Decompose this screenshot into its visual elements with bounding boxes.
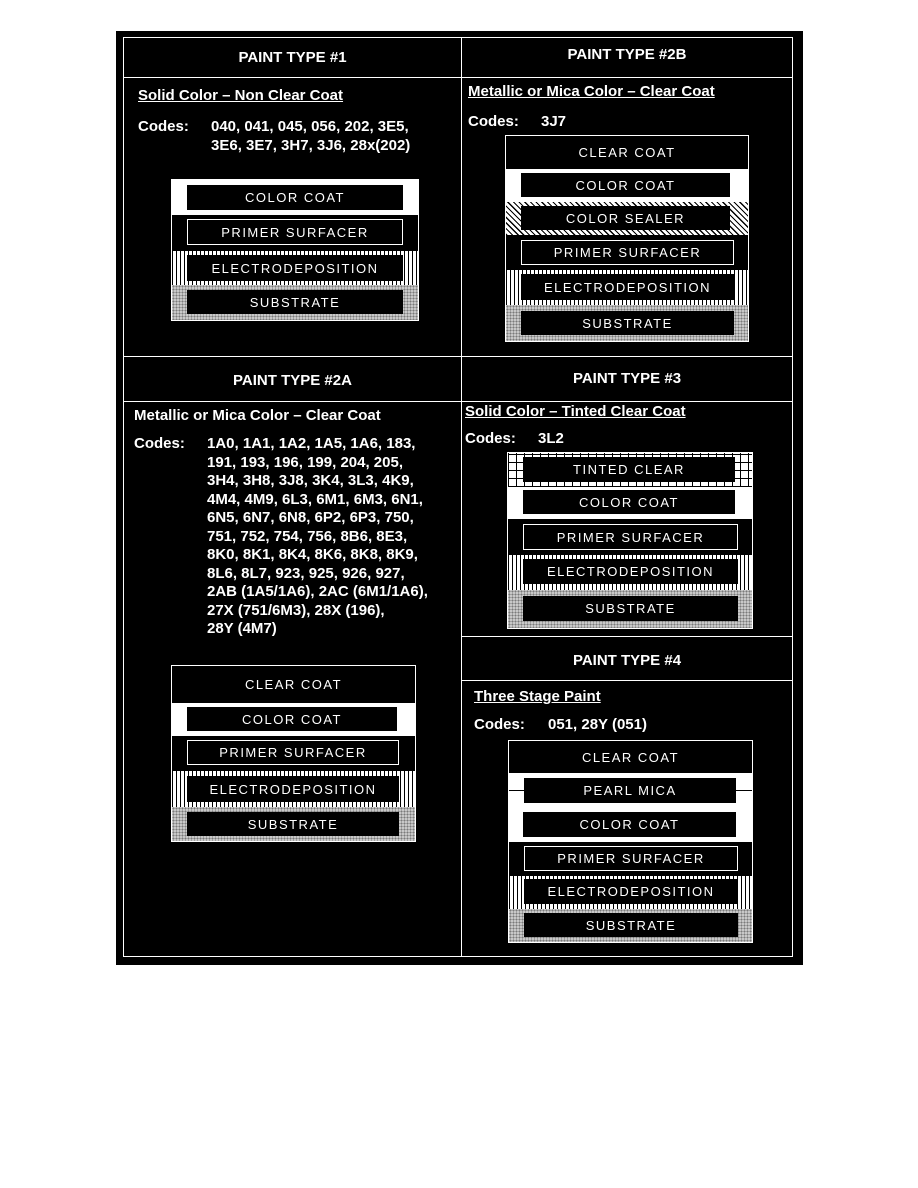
paint-type-3-codes: 3L2 — [538, 430, 564, 447]
layer-color-coat: COLOR COAT — [521, 173, 730, 197]
header-divider-lower — [461, 680, 793, 681]
layer-electrodeposition: ELECTRODEPOSITION — [524, 879, 738, 904]
layer-primer-surfacer: PRIMER SURFACER — [523, 524, 738, 550]
paint-type-1-subtitle: Solid Color – Non Clear Coat — [138, 87, 344, 104]
paint-type-3-layer-diagram — [507, 452, 753, 629]
paint-type-2b-subtitle: Metallic or Mica Color – Clear Coat — [468, 83, 715, 100]
layer-color-sealer: COLOR SEALER — [521, 206, 730, 230]
paint-type-1-layer-diagram — [171, 179, 419, 321]
paint-type-3-title: PAINT TYPE #3 — [572, 370, 682, 387]
paint-type-2a-codes-label: Codes: — [134, 435, 185, 452]
layer-primer-surfacer: PRIMER SURFACER — [521, 240, 734, 265]
paint-type-2a-layer-diagram — [171, 665, 416, 842]
layer-color-coat: COLOR COAT — [187, 707, 397, 731]
layer-primer-surfacer: PRIMER SURFACER — [187, 740, 399, 765]
paint-type-4-codes: 051, 28Y (051) — [548, 716, 647, 733]
paint-type-3-subtitle: Solid Color – Tinted Clear Coat — [465, 403, 686, 420]
layer-color-coat: COLOR COAT — [523, 490, 735, 514]
layer-substrate: SUBSTRATE — [523, 596, 738, 621]
paint-type-1-title: PAINT TYPE #1 — [238, 49, 347, 66]
layer-color-coat: COLOR COAT — [187, 185, 403, 210]
layer-clear-coat: CLEAR COAT — [509, 741, 752, 773]
layer-primer-surfacer: PRIMER SURFACER — [524, 846, 738, 871]
layer-clear-coat: CLEAR COAT — [172, 666, 415, 703]
paint-type-3-codes-label: Codes: — [465, 430, 516, 447]
paint-type-4-codes-label: Codes: — [474, 716, 525, 733]
paint-type-2b-title: PAINT TYPE #2B — [567, 46, 687, 63]
header-divider-middle — [123, 401, 793, 402]
header-divider-top — [123, 77, 793, 78]
paint-types-table — [116, 31, 803, 965]
layer-primer-surfacer: PRIMER SURFACER — [187, 219, 403, 245]
paint-type-2b-layer-diagram — [505, 135, 749, 342]
layer-substrate: SUBSTRATE — [521, 311, 734, 335]
layer-electrodeposition: ELECTRODEPOSITION — [523, 559, 738, 584]
layer-substrate: SUBSTRATE — [187, 290, 403, 314]
paint-type-2a-codes: 1A0, 1A1, 1A2, 1A5, 1A6, 183, 191, 193, 196, 199, 204, 205, 3H4, 3H8, 3J8, 3K4, 3L3, 4K9, 4M4, 4M9, 6L3, 6M1, 6M3, 6N1, 6N5, 6N7, 6N8, 6P2, 6P3, 750, 751, 752, 754, 756, 8B6, 8E3, 8K0, 8K1, 8K4, 8K6, 8K8, 8K9, 8L6, 8L7, 923, 925, 926, 927, 2AB (1A5/1A6), 2AC (6M1/1A6), 27X (751/6M3), 28X (196), 28Y (4M7) — [207, 435, 428, 637]
layer-substrate: SUBSTRATE — [524, 913, 738, 937]
paint-type-1-codes: 040, 041, 045, 056, 202, 3E5, 3E6, 3E7, 3H7, 3J6, 28x(202) — [211, 118, 411, 154]
layer-electrodeposition: ELECTRODEPOSITION — [521, 274, 734, 300]
paint-type-4-layer-diagram — [508, 740, 753, 943]
paint-type-2b-codes-label: Codes: — [468, 113, 519, 130]
paint-type-2a-subtitle: Metallic or Mica Color – Clear Coat — [134, 407, 381, 424]
layer-electrodeposition: ELECTRODEPOSITION — [187, 776, 399, 802]
paint-type-4-subtitle: Three Stage Paint — [474, 688, 601, 705]
paint-type-2a-title: PAINT TYPE #2A — [233, 372, 352, 389]
paint-type-4-title: PAINT TYPE #4 — [572, 652, 682, 669]
paint-type-2b-codes: 3J7 — [541, 113, 567, 130]
paint-type-1-codes-label: Codes: — [138, 118, 189, 135]
layer-color-coat: COLOR COAT — [523, 812, 736, 837]
layer-clear-coat: CLEAR COAT — [506, 136, 748, 169]
layer-substrate: SUBSTRATE — [187, 812, 399, 836]
layer-electrodeposition: ELECTRODEPOSITION — [187, 255, 403, 281]
layer-tinted-clear: TINTED CLEAR — [523, 457, 735, 482]
layer-pearl-mica: PEARL MICA — [524, 778, 736, 803]
